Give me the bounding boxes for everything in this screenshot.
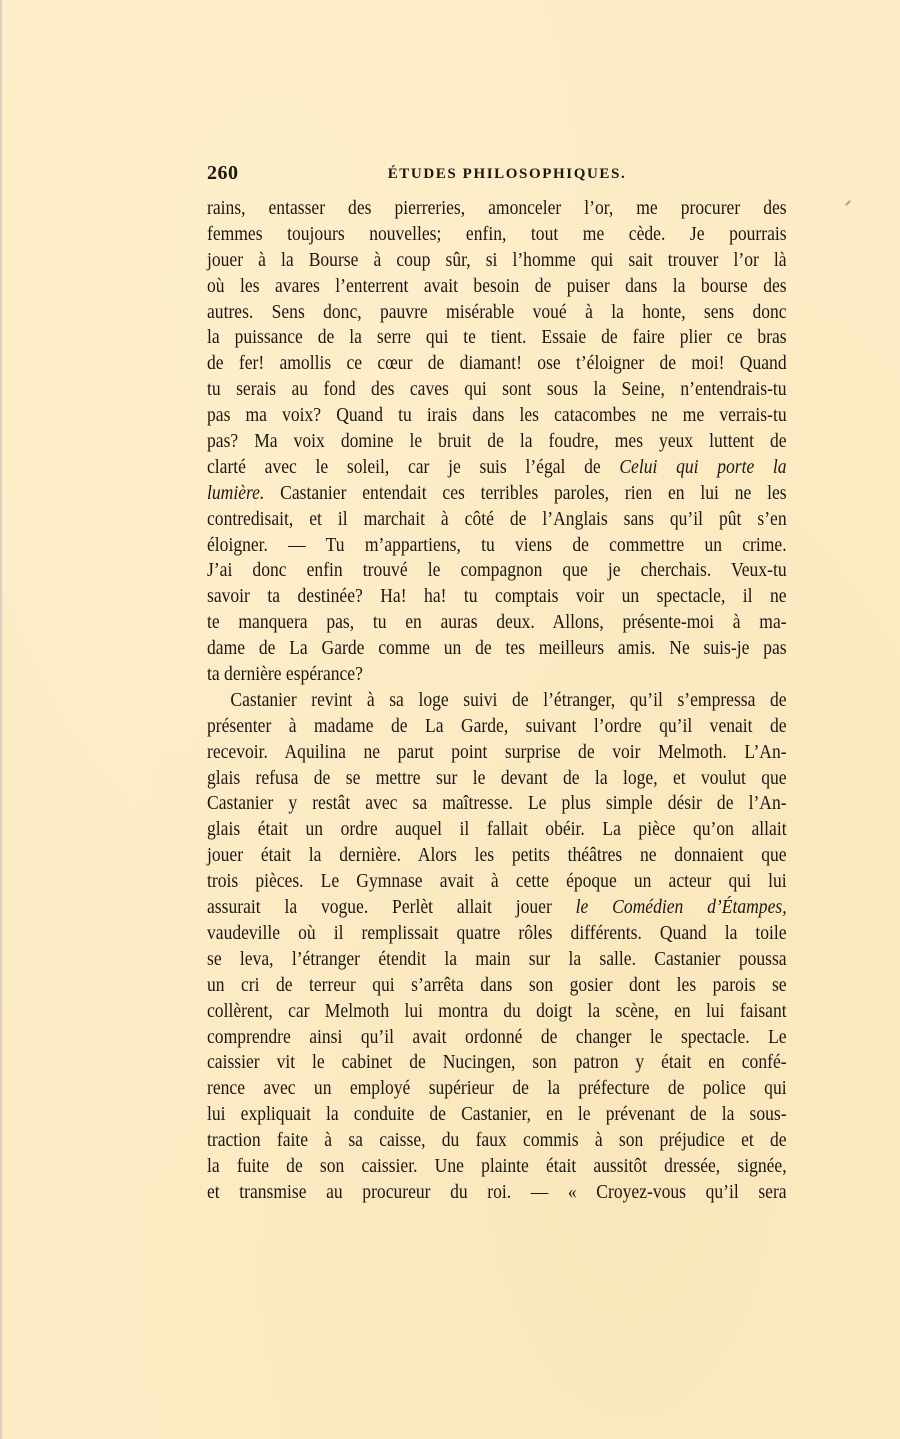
text-line: présenter à madame de La Garde, suivant l’ordre qu’il venait de bbox=[207, 715, 787, 737]
text-line: Castanier y restât avec sa maîtresse. Le plus simple désir de l’An- bbox=[207, 793, 787, 815]
text-line: savoir ta destinée? Ha! ha! tu comptais voir un spectacle, il ne bbox=[207, 586, 787, 608]
text-line: lumière. Castanier entendait ces terribles paroles, rien en lui ne les bbox=[207, 482, 787, 504]
running-head bbox=[207, 162, 787, 188]
text-line: clarté avec le soleil, car je suis l’égal de Celui qui porte la bbox=[207, 456, 787, 478]
text-line: pas? Ma voix domine le bruit de la foudre, mes yeux luttent de bbox=[207, 431, 787, 453]
text-line: traction faite à sa caisse, du faux commis à son préjudice et de bbox=[207, 1130, 787, 1152]
text-line: jouer à la Bourse à coup sûr, si l’homme qui sait trouver l’or là bbox=[207, 249, 787, 271]
text-line: caissier vit le cabinet de Nucingen, son patron y était en confé- bbox=[207, 1052, 787, 1074]
text-line: jouer était la dernière. Alors les petits théâtres ne donnaient que bbox=[207, 845, 787, 867]
text-line: tu serais au fond des caves qui sont sous la Seine, n’entendrais-tu bbox=[207, 379, 787, 401]
text-line: pas ma voix? Quand tu irais dans les catacombes ne me verrais-tu bbox=[207, 405, 787, 427]
page-number: 260 bbox=[207, 162, 239, 184]
italic-phrase: le Comédien d’Étampes, bbox=[575, 897, 787, 919]
text-line: recevoir. Aquilina ne parut point surprise de voir Melmoth. L’An- bbox=[207, 741, 787, 763]
text-line: et transmise au procureur du roi. — « Croyez-vous qu’il sera bbox=[207, 1181, 787, 1203]
text-line: un cri de terreur qui s’arrêta dans son gosier dont les parois se bbox=[207, 974, 787, 996]
text-line: J’ai donc enfin trouvé le compagnon que je cherchais. Veux-tu bbox=[207, 560, 787, 582]
text-line: la fuite de son caissier. Une plainte était aussitôt dressée, signée, bbox=[207, 1155, 787, 1177]
italic-phrase: lumière. bbox=[207, 482, 265, 504]
paragraph-start-line: Castanier revint à sa loge suivi de l’étranger, qu’il s’empressa de bbox=[230, 689, 787, 711]
text-line: assurait la vogue. Perlèt allait jouer le Comédien d’Étampes, bbox=[207, 897, 787, 919]
text-line: glais refusa de se mettre sur le devant de la loge, et voulut que bbox=[207, 767, 787, 789]
text-line: se leva, l’étranger étendit la main sur la salle. Castanier poussa bbox=[207, 948, 787, 970]
text-line: éloigner. — Tu m’appartiens, tu viens de commettre un crime. bbox=[207, 534, 787, 556]
text-line: femmes toujours nouvelles; enfin, tout me cède. Je pourrais bbox=[207, 223, 787, 245]
body-text bbox=[207, 196, 787, 1206]
text-line: collèrent, car Melmoth lui montra du doigt la scène, en lui faisant bbox=[207, 1000, 787, 1022]
paragraph-end-line: ta dernière espérance? bbox=[207, 664, 363, 686]
running-title: ÉTUDES PHILOSOPHIQUES. bbox=[387, 166, 627, 182]
text-line: où les avares l’enterrent avait besoin de puiser dans la bourse des bbox=[207, 275, 787, 297]
paper-speck bbox=[845, 200, 851, 206]
text-line: rence avec un employé supérieur de la préfecture de police qui bbox=[207, 1078, 787, 1100]
text-line: comprendre ainsi qu’il avait ordonné de changer le spectacle. Le bbox=[207, 1026, 787, 1048]
text-line: contredisait, et il marchait à côté de l’Anglais sans qu’il pût s’en bbox=[207, 508, 787, 530]
text-line: autres. Sens donc, pauvre misérable voué à la honte, sens donc bbox=[207, 301, 787, 323]
text-line: te manquera pas, tu en auras deux. Allons, présente-moi à ma- bbox=[207, 612, 787, 634]
text-line: trois pièces. Le Gymnase avait à cette époque un acteur qui lui bbox=[207, 871, 787, 893]
italic-phrase: Celui qui porte la bbox=[619, 456, 787, 478]
text-line: de fer! amollis ce cœur de diamant! ose t’éloigner de moi! Quand bbox=[207, 353, 787, 375]
text-line: lui expliquait la conduite de Castanier, en le prévenant de la sous- bbox=[207, 1104, 787, 1126]
text-line: vaudeville où il remplissait quatre rôles différents. Quand la toile bbox=[207, 922, 787, 944]
text-line: rains, entasser des pierreries, amonceler l’or, me procurer des bbox=[207, 198, 787, 219]
text-line: la puissance de la serre qui te tient. Essaie de faire plier ce bras bbox=[207, 327, 787, 349]
text-line: dame de La Garde comme un de tes meilleurs amis. Ne suis-je pas bbox=[207, 638, 787, 660]
text-line: glais était un ordre auquel il fallait obéir. La pièce qu’on allait bbox=[207, 819, 787, 841]
